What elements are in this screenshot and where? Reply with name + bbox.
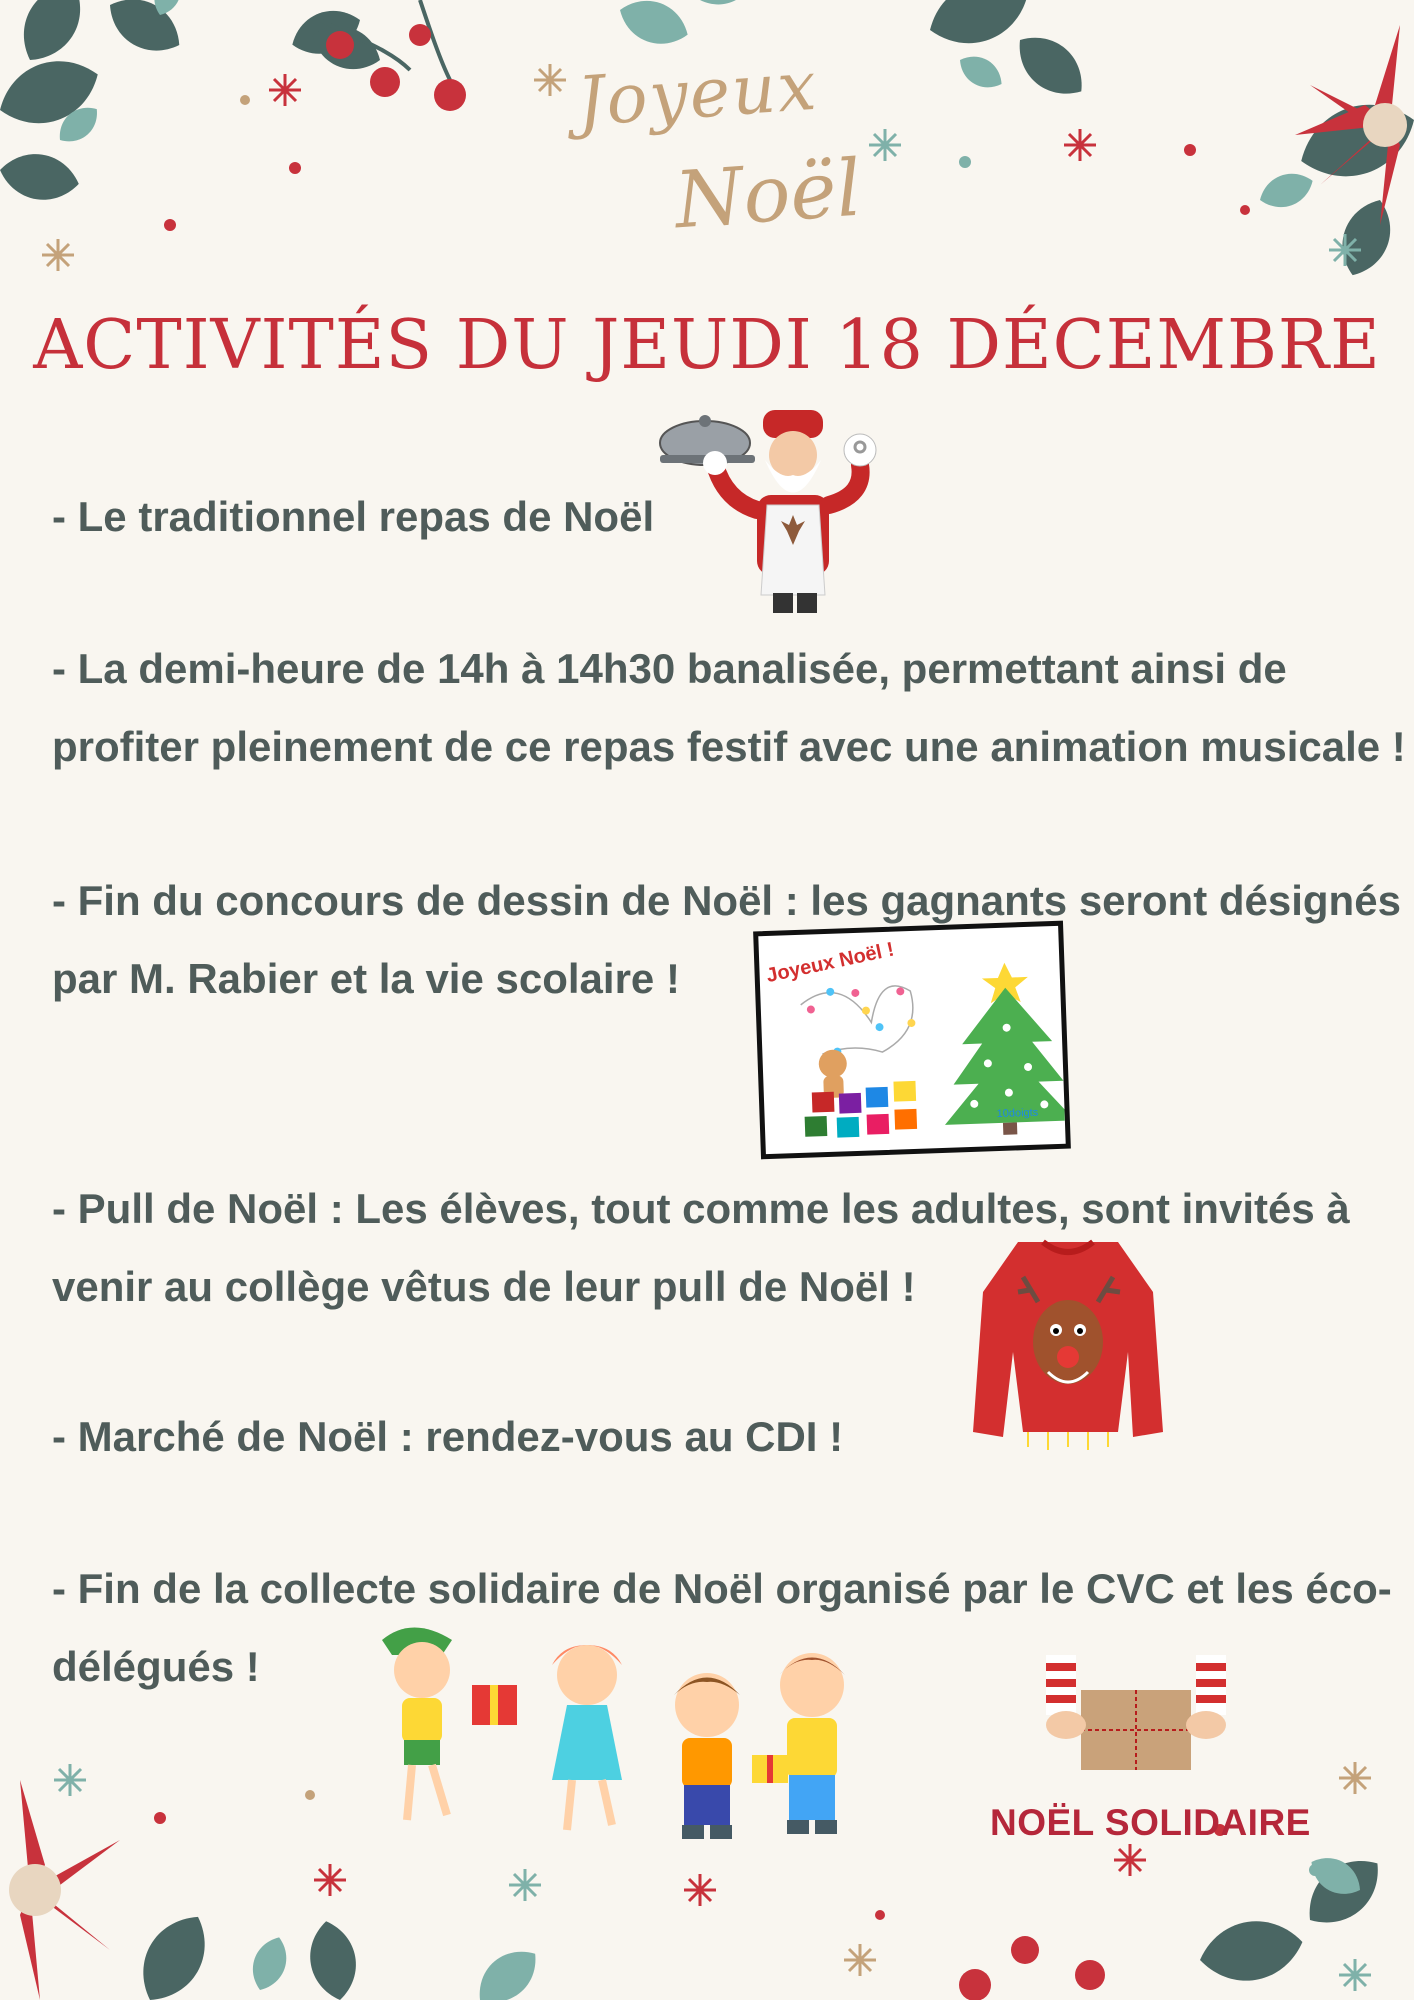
poinsettia-icon [1295, 25, 1407, 225]
drawing-card-title: Joyeux Noël ! [764, 938, 897, 988]
activity-text-line2: profiter pleinement de ce repas festif avec une animation musicale ! [52, 723, 1406, 770]
page-title: ACTIVITÉS DU JEUDI 18 DÉCEMBRE [33, 306, 1381, 385]
drawing-card-brand: 10doigts [996, 1106, 1039, 1121]
activity-text-line2: venir au collège vêtus de leur pull de Noël ! [52, 1263, 916, 1310]
activity-text-line1: - Fin de la collecte solidaire de Noël organisé par le CVC et les éco- [52, 1565, 1392, 1612]
solidarity-label: NOËL SOLIDAIRE [990, 1802, 1311, 1843]
activity-text-line1: - Pull de Noël : Les élèves, tout comme les adultes, sont invités à [52, 1185, 1350, 1232]
activity-item-meal [52, 478, 654, 556]
activity-text: - Marché de Noël : rendez-vous au CDI ! [52, 1413, 844, 1460]
activity-item-half-hour [52, 630, 1406, 786]
christmas-sweater-illustration [968, 1232, 1168, 1460]
children-gifts-illustration [372, 1620, 902, 1860]
leaf-icon [0, 0, 387, 206]
activity-item-market [52, 1398, 843, 1476]
activity-text: - Le traditionnel repas de Noël [52, 493, 655, 540]
activity-text-line2: par M. Rabier et la vie scolaire ! [52, 955, 680, 1002]
script-title-line2: Noël [672, 143, 865, 247]
drawing-contest-image [753, 921, 1071, 1160]
activity-text-line1: - Fin du concours de dessin de Noël : les gagnants seront désignés [52, 877, 1401, 924]
activity-text-line2: délégués ! [52, 1643, 260, 1690]
script-title [555, 46, 875, 285]
santa-chef-illustration [655, 405, 900, 615]
script-title-line1: Joyeux [574, 46, 821, 143]
activity-item-drawing-contest [52, 862, 1401, 1018]
activity-text-line1: - La demi-heure de 14h à 14h30 banalisée, permettant ainsi de [52, 645, 1287, 692]
solidarity-gift-illustration [1036, 1655, 1236, 1775]
